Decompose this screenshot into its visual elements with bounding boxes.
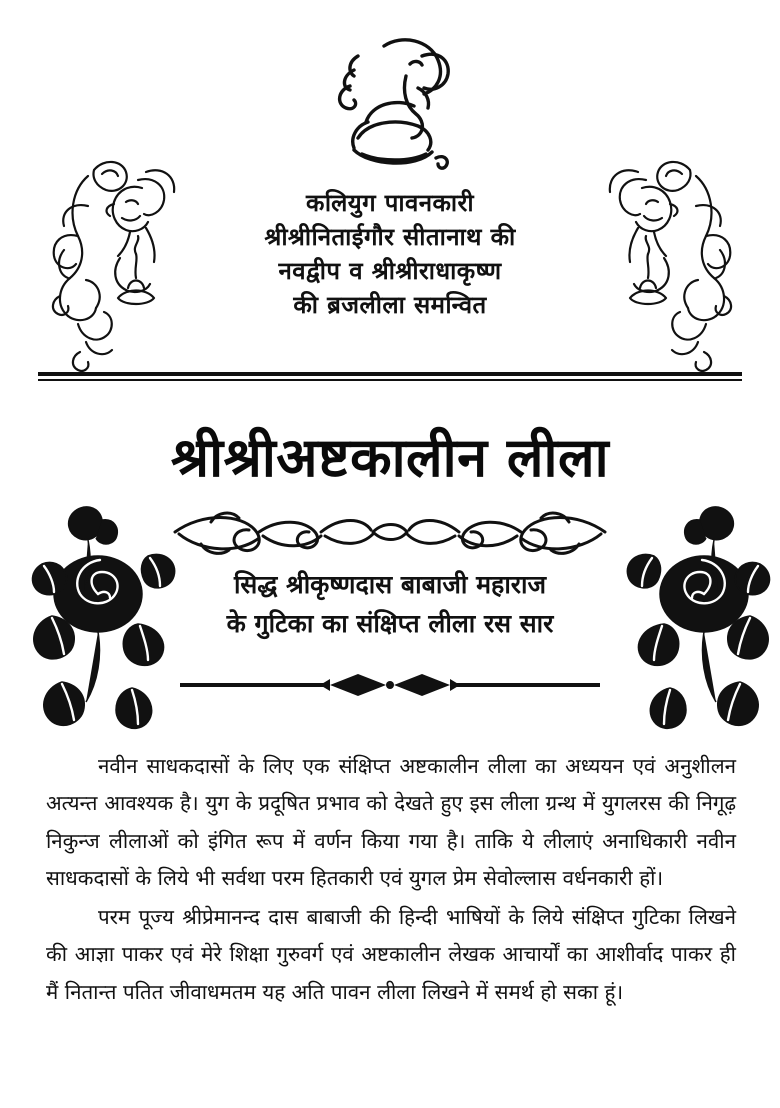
subtitle-line-1: सिद्ध श्रीकृष्णदास बाबाजी महाराज <box>233 570 547 599</box>
subtitle <box>0 566 780 644</box>
diamond-rule-divider-icon <box>0 672 780 698</box>
header-line-3: नवद्वीप व श्रीश्रीराधाकृष्ण <box>278 257 502 286</box>
divider-rule-thin <box>38 379 742 381</box>
header-line-2: श्रीश्रीनिताईगौर सीतानाथ की <box>264 223 516 252</box>
ganesha-emblem <box>0 26 780 176</box>
body-text <box>46 748 736 1013</box>
page-title: श्रीश्रीअष्टकालीन लीला <box>170 426 610 489</box>
body-paragraph-1: नवीन साधकदासों के लिए एक संक्षिप्त अष्टकालीन लीला का अध्ययन एवं अनुशीलन अत्यन्त आवश्यक है। युग के प्रदूषित प्रभाव को देखते हुए इस लीला ग्रन्थ में युगलरस की निगूढ़ निकुन्ज लीलाओं को इंगित रूप में वर्णन किया गया है। ताकि ये लीलाएं अनाधिकारी नवीन साधकदासों के लिये भी सर्वथा परम हितकारी एवं युगल प्रेम सेवोल्लास वर्धनकारी हों। <box>46 754 736 890</box>
cover-header <box>0 186 780 322</box>
header-line-1: कलियुग पावनकारी <box>306 189 474 217</box>
header-line-4: की ब्रजलीला समन्वित <box>293 291 487 320</box>
header-divider <box>38 372 742 381</box>
divider-rule-thick <box>38 372 742 376</box>
subtitle-line-2: के गुटिका का संक्षिप्त लीला रस सार <box>226 608 554 638</box>
body-paragraph-2: परम पूज्य श्रीप्रेमानन्द दास बाबाजी की हिन्दी भाषियों के लिये संक्षिप्त गुटिका लिखने की आज्ञा पाकर एवं मेरे शिक्षा गुरुवर्ग एवं अष्टकालीन लेखक आचार्यों का आशीर्वाद पाकर ही मैं नितान्त पतित जीवाधमतम यह अति पावन लीला लिखने में समर्थ हो सका हूं। <box>46 905 736 1004</box>
floral-filigree-divider-icon <box>0 508 780 556</box>
